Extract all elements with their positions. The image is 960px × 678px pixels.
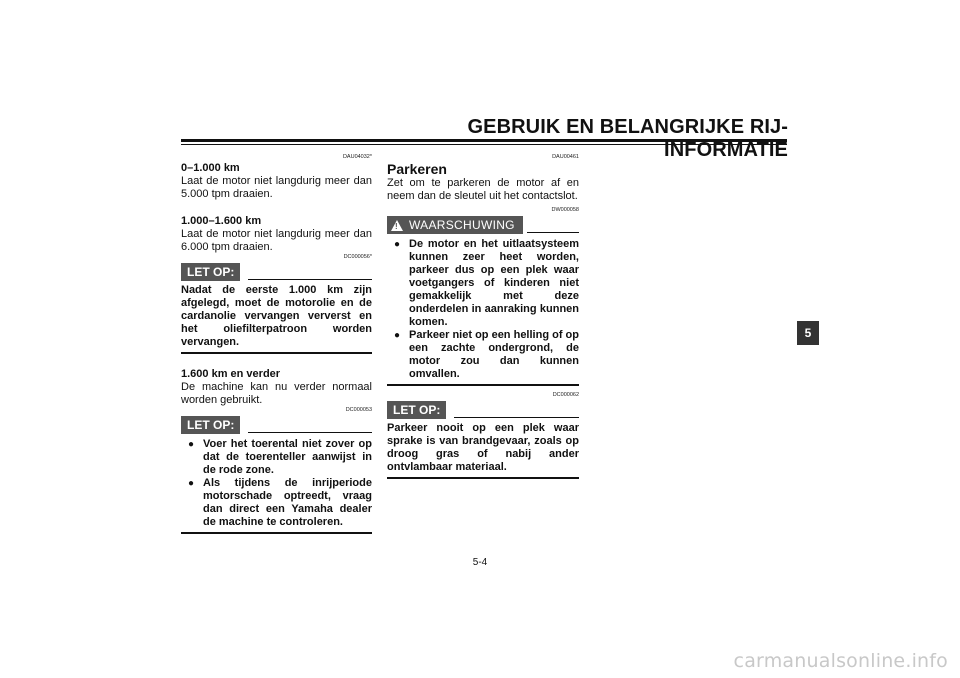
notice-header	[387, 401, 579, 419]
reference-code: DW000058	[551, 207, 579, 213]
reference-code: DC000056*	[343, 254, 372, 260]
notice-end-rule	[181, 532, 372, 534]
break-in-heading: 1.600 km en verder	[181, 368, 281, 380]
notice-list	[181, 438, 372, 529]
chapter-tab: 5	[797, 321, 819, 345]
header-rule-thin	[181, 144, 787, 145]
warning-badge	[387, 216, 523, 234]
reference-code: DAU00461	[552, 154, 579, 160]
warning-list	[387, 238, 579, 381]
notice-label: LET OP:	[181, 263, 240, 281]
reference-code: DC000062	[552, 392, 579, 398]
break-in-text: Laat de motor niet langdurig meer dan 6.000 tpm draaien.	[181, 228, 372, 253]
left-column	[181, 154, 372, 534]
parking-intro: Zet om te parkeren de motor af en neem dan de sleutel uit het contactslot.	[387, 177, 579, 202]
right-column	[387, 154, 579, 479]
notice-text: Parkeer nooit op een plek waar sprake is van brandgevaar, zoals op droog gras of nabij ander ontvlambaar materiaal.	[387, 422, 579, 473]
notice-label: LET OP:	[181, 416, 240, 434]
notice-end-rule	[387, 477, 579, 479]
page-number: 5-4	[472, 557, 488, 568]
warning-label: WAARSCHUWING	[409, 218, 515, 232]
notice-header	[181, 416, 372, 434]
break-in-text: De machine kan nu verder normaal worden gebruikt.	[181, 381, 372, 406]
list-item: ● Als tijdens de inrijperiode motorschade optreedt, vraag dan direct een Yamaha dealer de machine te controleren.	[181, 477, 372, 529]
section-title: Parkeren	[387, 161, 447, 177]
reference-code: DAU04032*	[342, 154, 372, 160]
warning-header	[387, 216, 579, 234]
warning-end-rule	[387, 384, 579, 386]
list-item: ● Parkeer niet op een helling of op een zachte ondergrond, de motor zou dan kunnen omvallen.	[387, 329, 579, 381]
header-rule	[181, 139, 787, 142]
reference-code: DC000053	[345, 407, 372, 413]
notice-text: Nadat de eerste 1.000 km zijn afgelegd, moet de motorolie en de cardanolie vervangen ververst en het oliefilterpatroon worden vervangen.	[181, 284, 372, 348]
page-title: GEBRUIK EN BELANGRIJKE RIJ-INFORMATIE	[467, 116, 788, 161]
warning-triangle-icon: !	[391, 220, 403, 231]
break-in-text: Laat de motor niet langdurig meer dan 5.000 tpm draaien.	[181, 175, 372, 200]
break-in-heading: 1.000–1.600 km	[181, 215, 262, 227]
list-item: ● De motor en het uitlaatsysteem kunnen zeer heet worden, parkeer dus op een plek waar voetgangers of kinderen niet gemakkelijk met deze onderdelen in aanraking kunnen komen.	[387, 238, 579, 329]
break-in-heading: 0–1.000 km	[181, 162, 240, 174]
watermark: carmanualsonline.info	[733, 650, 948, 672]
notice-header	[181, 263, 372, 281]
notice-label: LET OP:	[387, 401, 446, 419]
list-item: ● Voer het toerental niet zover op dat de toerenteller aanwijst in de rode zone.	[181, 438, 372, 477]
